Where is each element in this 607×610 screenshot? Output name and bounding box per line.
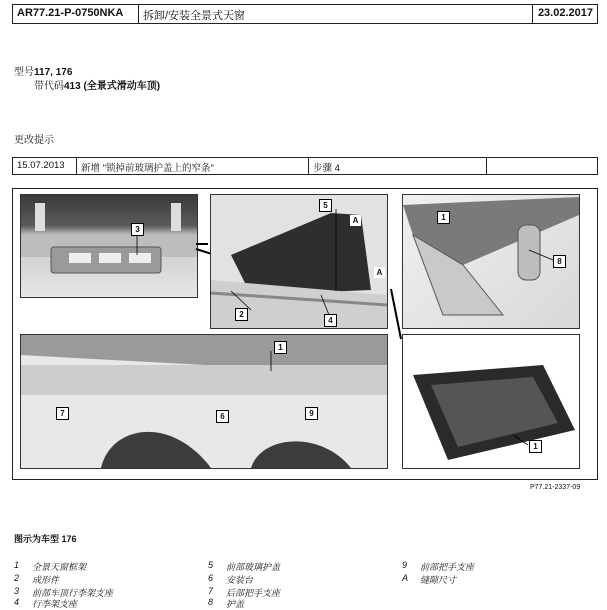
callout-1: 1 <box>529 440 542 453</box>
doc-id: AR77.21-P-0750NKA <box>13 5 139 23</box>
change-heading: 更改提示 <box>14 135 54 146</box>
callout-A-upper: A <box>350 215 361 226</box>
model-line-2: 带代码413 (全景式滑动车顶) <box>34 81 161 92</box>
figure-panel-cover <box>402 194 580 329</box>
callout-8: 8 <box>553 255 566 268</box>
panel-illustration <box>21 335 387 468</box>
change-step: 步骤 4 <box>309 158 487 174</box>
callout-2: 2 <box>235 308 248 321</box>
panel-illustration <box>403 335 579 468</box>
callout-6: 6 <box>216 410 229 423</box>
callout-1: 1 <box>437 211 450 224</box>
model-line-1: 型号117, 176 <box>14 67 73 78</box>
callout-3: 3 <box>131 223 144 236</box>
figure-frame <box>12 188 598 480</box>
callout-4: 4 <box>324 314 337 327</box>
callout-A-lower: A <box>374 267 385 278</box>
document-header <box>12 4 598 24</box>
legend-caption: 图示为车型 176 <box>14 534 77 544</box>
change-note: 新增 "锁掉前玻璃护盖上的窄条" <box>77 158 309 174</box>
figure-panel-frame <box>402 334 580 469</box>
change-date: 15.07.2013 <box>13 158 77 174</box>
change-table-row <box>12 157 598 175</box>
callout-7: 7 <box>56 407 69 420</box>
callout-9: 9 <box>305 407 318 420</box>
change-extra <box>487 158 597 174</box>
doc-title: 拆卸/安装全景式天窗 <box>139 5 533 23</box>
callout-1: 1 <box>274 341 287 354</box>
doc-date: 23.02.2017 <box>537 7 593 19</box>
figure-panel-roof-frame <box>20 334 388 469</box>
figure-id: P77.21-2337-09 <box>530 484 581 491</box>
figure-panel-glass-cover <box>210 194 388 329</box>
callout-5: 5 <box>319 199 332 212</box>
